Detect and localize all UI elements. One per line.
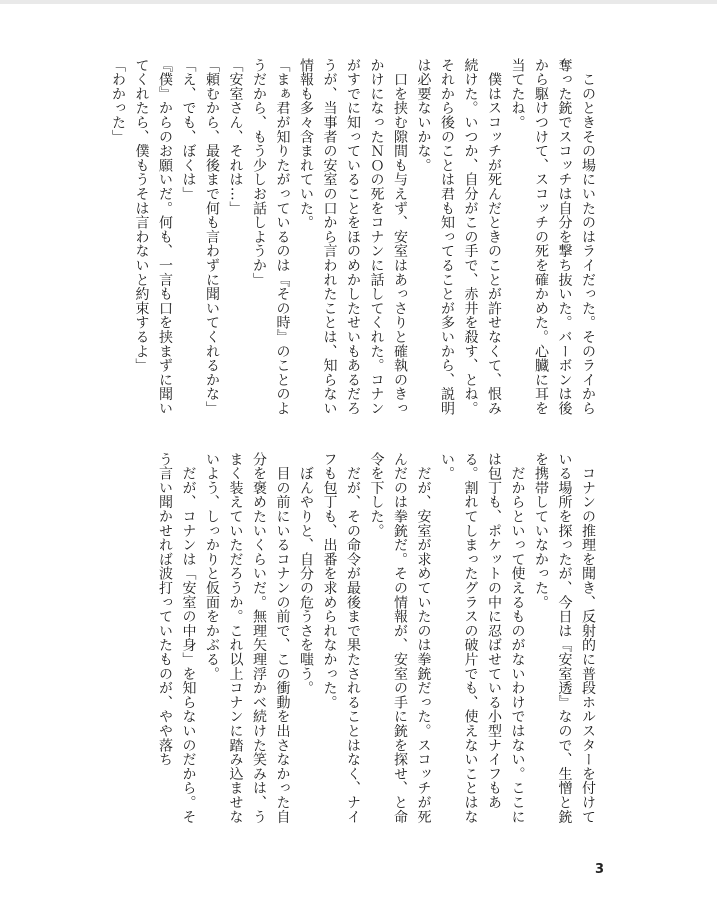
paragraph: このときその場にいたのはライだった。そのライから奪った銃でスコッチは自分を撃ち抜いた。バーボンは後から駆けつけて、スコッチの死を確かめた。心臓に耳を当てたね。: [509, 58, 596, 416]
paragraph: 「安室さん、それは…」: [227, 58, 244, 216]
upper-text-block: [110, 58, 599, 418]
paragraph: 「わかった」: [110, 58, 126, 144]
paragraph: だが、安室が求めていたのは拳銃だった。スコッチが死んだのは拳銃だ。その情報が、安室の手に銃を探せ、と命令を下した。: [368, 452, 432, 824]
paragraph: 「まぁ君が知りたがっているのは『その時』のことのようだから、もう少しお話しようか」: [251, 58, 291, 416]
lower-text-block: [124, 452, 599, 832]
page-top-edge: [0, 0, 717, 4]
paragraph: 口を挟む隙間も与えず、安室はあっさりと確執のきっかけになったＮＯの死をコナンに話してくれた。コナンがすでに知っていることをほのめかしたせいもあるだろうが、当事者の安室の口から言われたことは、知らない情報も多々含まれていた。: [298, 58, 408, 416]
paragraph: 「え、でも、ぼくは」: [180, 58, 197, 201]
paragraph: だが、コナンは「安室の中身」を知らないのだから。そう言い聞かせれば波打っていたものが、やや落ち: [157, 452, 197, 824]
paragraph: 「頼むから、最後まで何も言わずに聞いてくれるかな」: [204, 58, 220, 416]
page-number: 3: [594, 862, 604, 877]
paragraph: だが、その命令が最後まで果たされることはなく、ナイフも包丁も、出番を求められなかった。: [321, 452, 361, 824]
paragraph: 僕はスコッチが死んだときのことが許せなくて、恨み続けた。いつか、自分がこの手で、赤井を殺す、とね。それから後のことは君も知ってることが多いから、説明は必要ないかな。: [415, 58, 502, 416]
paragraph: コナンの推理を聞き、反射的に普段ホルスターを付けている場所を探ったが、今日は『安室透』なので、生憎と銃を携帯していなかった。: [533, 452, 596, 824]
paragraph: 『僕』からのお願いだ。何も、一言も口を挟まずに聞いてくれたら、僕もうそは言わないと約束するよ」: [133, 58, 173, 416]
paragraph: だからといって使えるものがないわけではない。ここには包丁も、ポケットの中に忍ばせている小型ナイフもある。割れてしまったグラスの破片でも、使えないことはない。: [439, 452, 526, 824]
paragraph: ぼんやりと、自分の危うさを嗤う。: [298, 452, 314, 696]
paragraph: 目の前にいるコナンの前で、この衝動を出さなかった自分を褒めたいくらいだ。無理矢理浮かべ続けた笑みは、うまく装えていただろうか。これ以上コナンに踏み込ませないよう、しっかりと仮面をかぶる。: [204, 452, 291, 824]
